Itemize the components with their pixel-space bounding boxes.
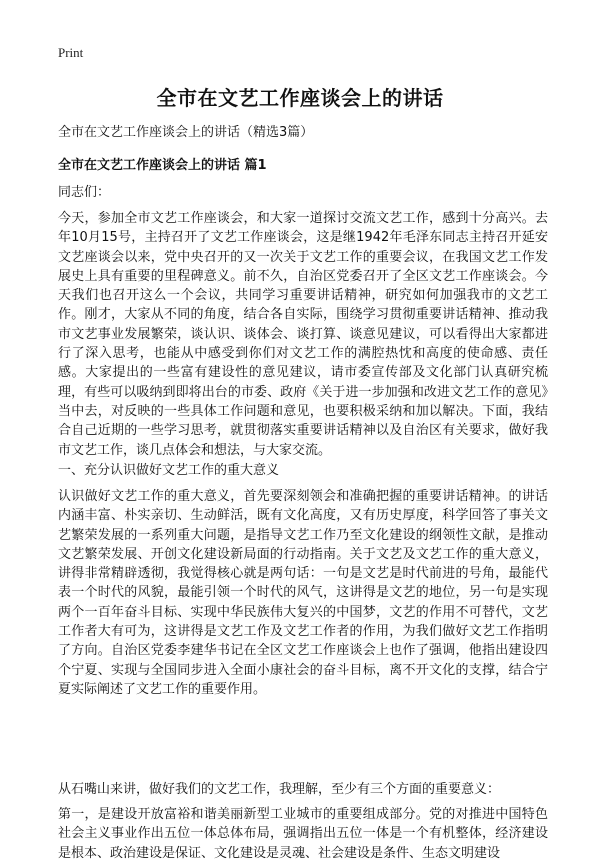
paragraph: 第一，是建设开放富裕和谐美丽新型工业城市的重要组成部分。党的对推进中国特色社会主义事业作出五位一体总体布局，强调指出五位一体是一个有机整体，经济建设是根本、政治建设是保证、文化建设是灵魂、社会建设是条件、生态文明建设 xyxy=(58,807,548,861)
salutation: 同志们： xyxy=(58,185,111,200)
paragraph: 从石嘴山来讲，做好我们的文艺工作，我理解，至少有三个方面的重要意义： xyxy=(58,782,501,797)
print-label: Print xyxy=(58,45,84,60)
document-subtitle: 全市在文艺工作座谈会上的讲话（精选3篇） xyxy=(58,125,314,140)
document-title: 全市在文艺工作座谈会上的讲话 xyxy=(156,86,444,110)
article-title: 全市在文艺工作座谈会上的讲话 篇1 xyxy=(58,158,267,173)
section-heading: 一、充分认识做好文艺工作的重大意义 xyxy=(58,463,280,478)
paragraph: 认识做好文艺工作的重大意义，首先要深刻领会和准确把握的重要讲话精神。的讲话内涵丰富、朴实亲切、生动鲜活，既有文化高度，又有历史厚度，科学回答了事关文艺繁荣发展的一系列重大问题，是指导文艺工作乃至文化建设的纲领性文献，是推动文艺繁荣发展、开创文化建设新局面的行动指南。关于文艺及文艺工作的重大意义，讲得非常精辟透彻，我觉得核心就是两句话：一句是文艺是时代前进的号角，最能代表一个时代的风貌，最能引领一个时代的风气，这讲得是文艺的地位，另一句是实现两个一百年奋斗目标、实现中华民族伟大复兴的中国梦，文艺的作用不可替代，文艺工作者大有可为，这讲得是文艺工作及文艺工作者的作用，为我们做好文艺工作指明了方向。自治区党委李建华书记在全区文艺工作座谈会上也作了强调，他指出建设四个宁夏、实现与全国同步进入全面小康社会的奋斗目标，离不开文化的支撑，结合宁夏实际阐述了文艺工作的重要作用。 xyxy=(58,489,548,697)
paragraph: 今天，参加全市文艺工作座谈会，和大家一道探讨交流文艺工作，感到十分高兴。去年10月15号，主持召开了文艺工作座谈会，这是继1942年毛泽东同志主持召开延安文艺座谈会以来，党中央召开的又一次关于文艺工作的重要会议，在我国文艺工作发展史上具有重要的里程碑意义。前不久，自治区党委召开了全区文艺工作座谈会。今天我们也召开这么一个会议，共同学习重要讲话精神，研究如何加强我市的文艺工作。刚才，大家从不同的角度，结合各自实际，围绕学习贯彻重要讲话精神、推动我市文艺事业发展繁荣，谈认识、谈体会、谈打算、谈意见建议，可以看得出大家都进行了深入思考，也能从中感受到你们对文艺工作的满腔热忱和高度的使命感、责任感。大家提出的一些富有建设性的意见建议，请市委宣传部及文化部门认真研究梳理，有些可以吸纳到即将出台的市委、政府《关于进一步加强和改进文艺工作的意见》当中去，对反映的一些具体工作问题和意见，也要积极采纳和加以解决。下面，我结合自己近期的一些学习思考，就贯彻落实重要讲话精神以及自治区有关要求，做好我市文艺工作，谈几点体会和想法，与大家交流。 xyxy=(58,211,548,458)
